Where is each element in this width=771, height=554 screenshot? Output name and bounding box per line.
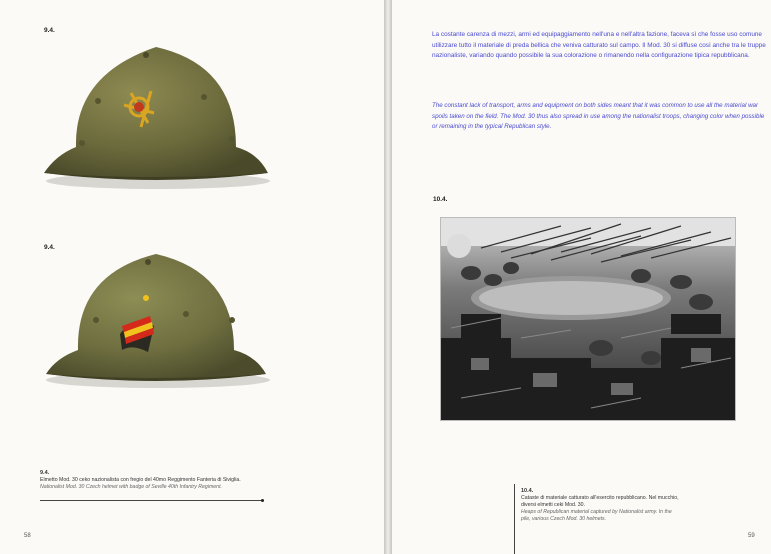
- caption-10-4: [521, 488, 681, 523]
- caption-italian: Cataste di materiale catturato all'esercito repubblicano. Nel mucchio, diversi elmetti ceki Mod. 30.: [521, 495, 679, 508]
- helmet-photo-top: [36, 35, 276, 195]
- helmet-photo-bottom: [36, 252, 276, 392]
- caption-9-4: [40, 470, 270, 491]
- body-text-italian: La costante carenza di mezzi, armi ed equipaggiamento nell'una e nell'altra fazione, faceva sì che fosse uso comune utilizzare tutto il materiale di preda bellica che veniva catturato sul campo. Il Mod. 30 si diffuse così anche tra le truppe nazionaliste, variando quando possibile la sua colorazione o rimanendo nella configurazione tipica repubblicana.: [432, 31, 766, 59]
- book-gutter: [384, 0, 392, 554]
- figure-label-top: 9.4.: [44, 27, 55, 34]
- figure-label-bottom: 9.4.: [44, 244, 55, 251]
- caption-italian: Elmetto Mod. 30 ceko nazionalista con fregio del 40mo Reggimento Fanteria di Siviglia.: [40, 477, 241, 483]
- figure-label-10-4: 10.4.: [433, 196, 448, 203]
- photo-image: [441, 218, 735, 420]
- body-text-english: The constant lack of transport, arms and equipment on both sides meant that it was common to use all the material war spoils taken on the field. The Mod. 30 thus also spread in use among the nationalist troops, changing color when possible or remaining in the typical Republican style.: [432, 102, 765, 130]
- right-page: [392, 0, 771, 554]
- left-page: [0, 0, 384, 554]
- caption-rule: [40, 500, 262, 501]
- caption-rule-end: [261, 499, 264, 502]
- page-number-left: 58: [24, 533, 31, 539]
- page-number-right: 59: [748, 533, 755, 539]
- captured-material-photo: [440, 217, 736, 421]
- caption-english: Heaps of Republican material captured by Nationalist army. In the pile, various Czech Mod. 30 helmets.: [521, 509, 672, 522]
- caption-number: 10.4.: [521, 488, 534, 494]
- caption-english: Nationalist Mod. 30 Czech helmet with badge of Seville 40th Infantry Regiment.: [40, 484, 222, 490]
- caption-vertical-rule: [514, 484, 515, 554]
- caption-number: 9.4.: [40, 470, 50, 476]
